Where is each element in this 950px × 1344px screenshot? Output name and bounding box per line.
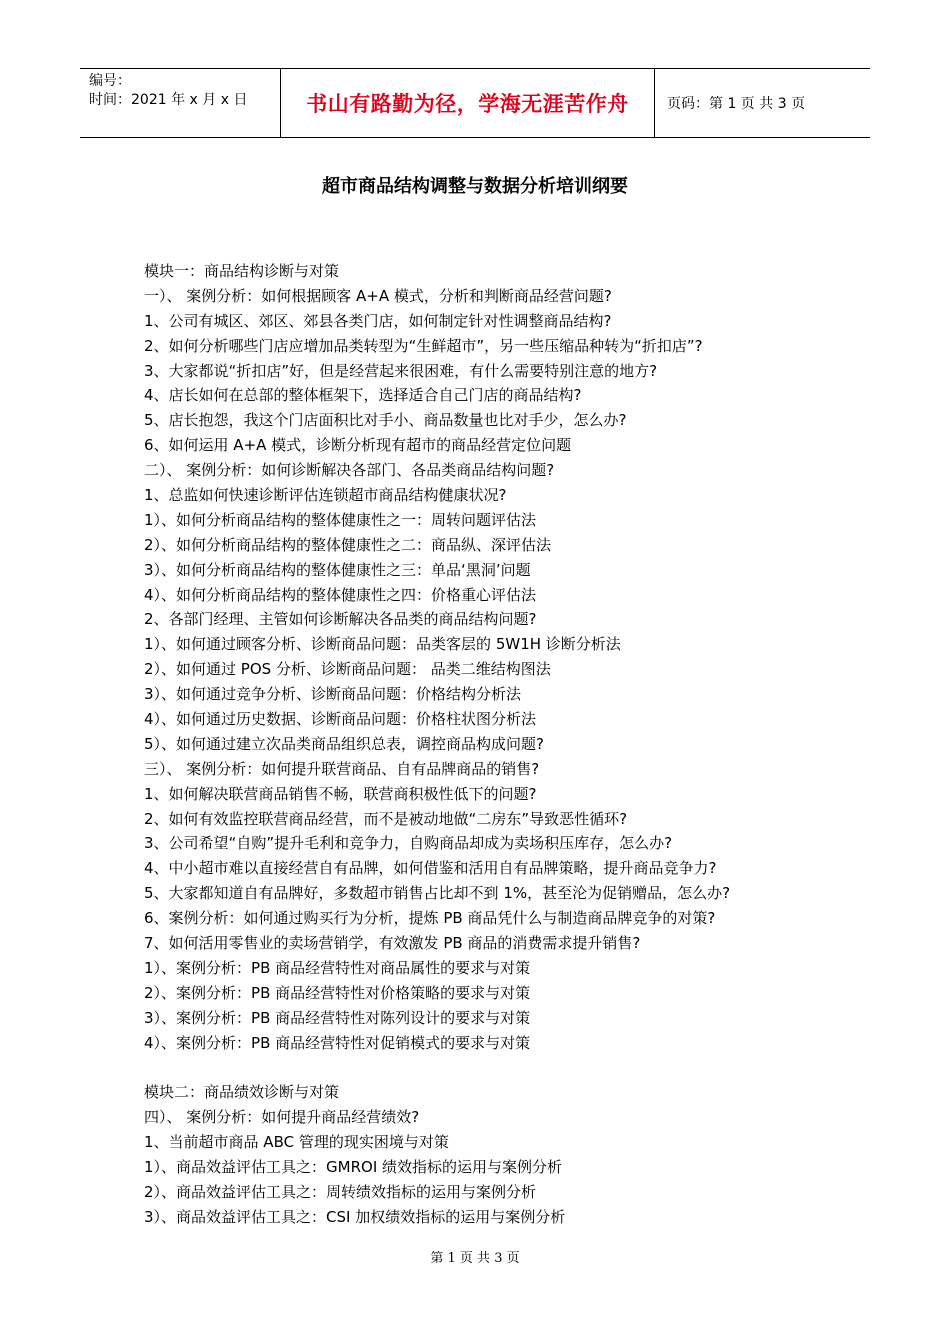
text-line: 5）、如何通过建立次品类商品组织总表，调控商品构成问题? — [144, 734, 545, 753]
text-line: 2）、案例分析：PB 商品经营特性对价格策略的要求与对策 — [144, 983, 531, 1002]
header-motto: 书山有路勤为径，学海无涯苦作舟 — [281, 69, 655, 137]
text-line: 1、公司有城区、郊区、郊县各类门店，如何制定针对性调整商品结构? — [144, 311, 612, 330]
text-line: 1）、如何分析商品结构的整体健康性之一：周转问题评估法 — [144, 510, 537, 529]
text-line: 1、当前超市商品 ABC 管理的现实困境与对策 — [144, 1133, 449, 1152]
text-line: 1）、如何通过顾客分析、诊断商品问题：品类客层的 5W1H 诊断分析法 — [144, 635, 621, 654]
page-footer: 第 1 页 共 3 页 — [430, 1251, 520, 1266]
text-line: 4）、案例分析：PB 商品经营特性对促销模式的要求与对策 — [144, 1033, 531, 1052]
text-line: 2、如何分析哪些门店应增加品类转型为“生鲜超市”，另一些压缩品种转为“折扣店”? — [144, 336, 703, 355]
text-line: 模块一：商品结构诊断与对策 — [144, 262, 340, 280]
text-line: 2）、如何通过 POS 分析、诊断商品问题： 品类二维结构图法 — [144, 660, 551, 679]
text-line: 2）、商品效益评估工具之：周转绩效指标的运用与案例分析 — [144, 1182, 537, 1201]
text-line: 3、大家都说“折扣店”好，但是经营起来很困难，有什么需要特别注意的地方? — [144, 361, 658, 380]
text-line: 2）、如何分析商品结构的整体健康性之二：商品纵、深评估法 — [144, 535, 552, 554]
text-line: 模块二：商品绩效诊断与对策 — [144, 1083, 340, 1102]
document-title: 超市商品结构调整与数据分析培训纲要 — [322, 176, 628, 197]
blank-line — [144, 1056, 844, 1081]
header-page-info: 页码：第 1 页 共 3 页 — [667, 96, 806, 112]
text-line: 3）、商品效益评估工具之：CSI 加权绩效指标的运用与案例分析 — [144, 1207, 566, 1226]
date-label: 时间：2021 年 x 月 x 日 — [89, 92, 248, 108]
document-header — [80, 68, 870, 138]
text-line: 1、如何解决联营商品销售不畅，联营商积极性低下的问题? — [144, 784, 537, 803]
text-line: 1）、案例分析：PB 商品经营特性对商品属性的要求与对策 — [144, 958, 531, 977]
text-line: 二）、 案例分析：如何诊断解决各部门、各品类商品结构问题? — [144, 461, 555, 480]
text-line: 4）、如何通过历史数据、诊断商品问题：价格柱状图分析法 — [144, 710, 537, 729]
text-line: 6、如何运用 A+A 模式，诊断分析现有超市的商品经营定位问题 — [144, 436, 572, 455]
text-line: 4、中小超市难以直接经营自有品牌，如何借鉴和活用自有品牌策略，提升商品竞争力? — [144, 859, 717, 878]
text-line: 2、如何有效监控联营商品经营，而不是被动地做“二房东”导致恶性循环? — [144, 809, 628, 828]
document-body — [144, 259, 844, 1230]
text-line: 三）、 案例分析：如何提升联营商品、自有品牌商品的销售? — [144, 759, 540, 778]
text-line: 5、店长抱怨，我这个门店面积比对手小、商品数量也比对手少，怎么办? — [144, 411, 627, 430]
header-meta — [80, 69, 281, 137]
number-label: 编号： — [89, 73, 131, 89]
text-line: 3）、如何通过竞争分析、诊断商品问题：价格结构分析法 — [144, 685, 522, 704]
text-line: 4、店长如何在总部的整体框架下，选择适合自己门店的商品结构? — [144, 386, 582, 405]
text-line: 2、各部门经理、主管如何诊断解决各品类的商品结构问题? — [144, 610, 537, 629]
text-line: 3、公司希望“自购”提升毛利和竞争力，自购商品却成为卖场积压库存，怎么办? — [144, 834, 673, 853]
text-line: 四）、 案例分析：如何提升商品经营绩效? — [144, 1108, 420, 1127]
text-line: 4）、如何分析商品结构的整体健康性之四：价格重心评估法 — [144, 585, 537, 604]
text-line: 3）、案例分析：PB 商品经营特性对陈列设计的要求与对策 — [144, 1008, 531, 1027]
text-line: 一）、 案例分析：如何根据顾客 A+A 模式，分析和判断商品经营问题? — [144, 286, 612, 305]
text-line: 1、总监如何快速诊断评估连锁超市商品结构健康状况? — [144, 486, 507, 505]
text-line: 5、大家都知道自有品牌好，多数超市销售占比却不到 1%，甚至沦为促销赠品，怎么办? — [144, 884, 731, 903]
text-line: 6、案例分析：如何通过购买行为分析，提炼 PB 商品凭什么与制造商品牌竞争的对策? — [144, 909, 716, 928]
text-line: 7、如何活用零售业的卖场营销学，有效激发 PB 商品的消费需求提升销售? — [144, 934, 641, 953]
text-line: 3）、如何分析商品结构的整体健康性之三：单品‘黑洞’问题 — [144, 560, 531, 579]
text-line: 1）、商品效益评估工具之：GMROI 绩效指标的运用与案例分析 — [144, 1158, 563, 1177]
